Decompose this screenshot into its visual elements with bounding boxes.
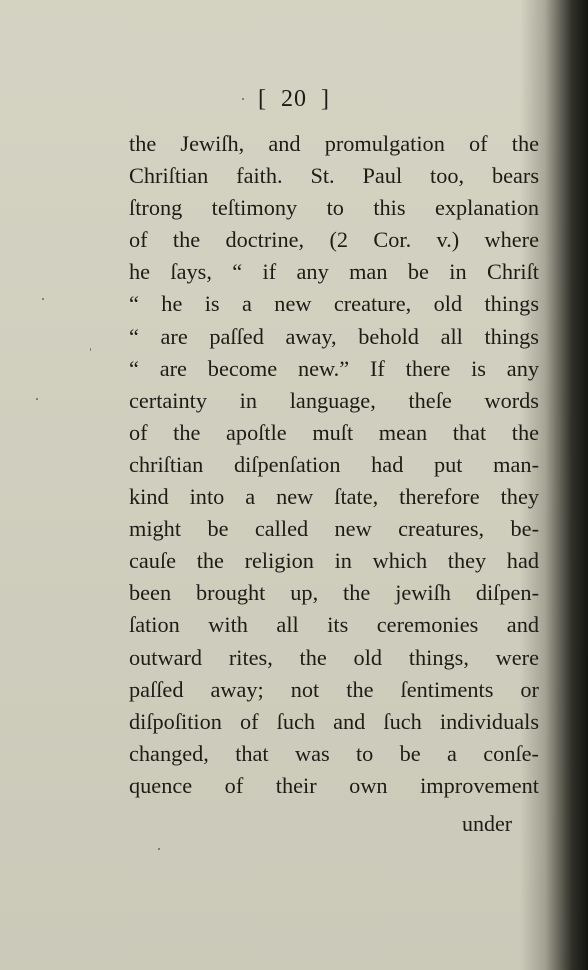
- text-line: “ are paſſed away, behold all things: [129, 323, 539, 349]
- text-line: outward rites, the old things, were: [129, 644, 539, 670]
- text-line: diſpoſition of ſuch and ſuch individuals: [129, 708, 539, 734]
- text-line: Chriſtian faith. St. Paul too, bears: [129, 163, 539, 189]
- body-text: [129, 128, 539, 802]
- catchword: under: [462, 811, 513, 836]
- text-line: ſtrong teſtimony to this explanation: [129, 195, 539, 221]
- paper-speck: [158, 848, 160, 850]
- paper-speck: [242, 98, 244, 100]
- paper-speck: [90, 348, 91, 351]
- text-line: changed, that was to be a conſe-: [129, 740, 539, 766]
- text-line: kind into a new ſtate, therefore they: [129, 484, 539, 510]
- text-line: paſſed away; not the ſentiments or: [129, 676, 539, 702]
- header-close-bracket: ]: [321, 86, 330, 112]
- header-open-bracket: [: [258, 86, 267, 112]
- paper-speck: [36, 398, 38, 400]
- text-line: of the doctrine, (2 Cor. v.) where: [129, 227, 539, 253]
- paper-speck: [42, 298, 44, 300]
- text-line: been brought up, the jewiſh diſpen-: [129, 580, 539, 606]
- text-line: the Jewiſh, and promulgation of the: [129, 131, 539, 156]
- text-line: he ſays, “ if any man be in Chriſt: [129, 259, 539, 285]
- text-line: “ are become new.” If there is any: [129, 355, 539, 381]
- text-line: ſation with all its ceremonies and: [129, 612, 539, 638]
- text-line: chriſtian diſpenſation had put man-: [129, 451, 539, 477]
- text-line: cauſe the religion in which they had: [129, 548, 539, 574]
- page-number: 20: [281, 86, 307, 112]
- page-header: [0, 86, 588, 113]
- text-line: of the apoſtle muſt mean that the: [129, 419, 539, 445]
- text-line: quence of their own improvement: [129, 772, 539, 798]
- text-line: “ he is a new creature, old things: [129, 291, 539, 317]
- text-line: certainty in language, theſe words: [129, 387, 539, 413]
- text-line: might be called new creatures, be-: [129, 516, 539, 542]
